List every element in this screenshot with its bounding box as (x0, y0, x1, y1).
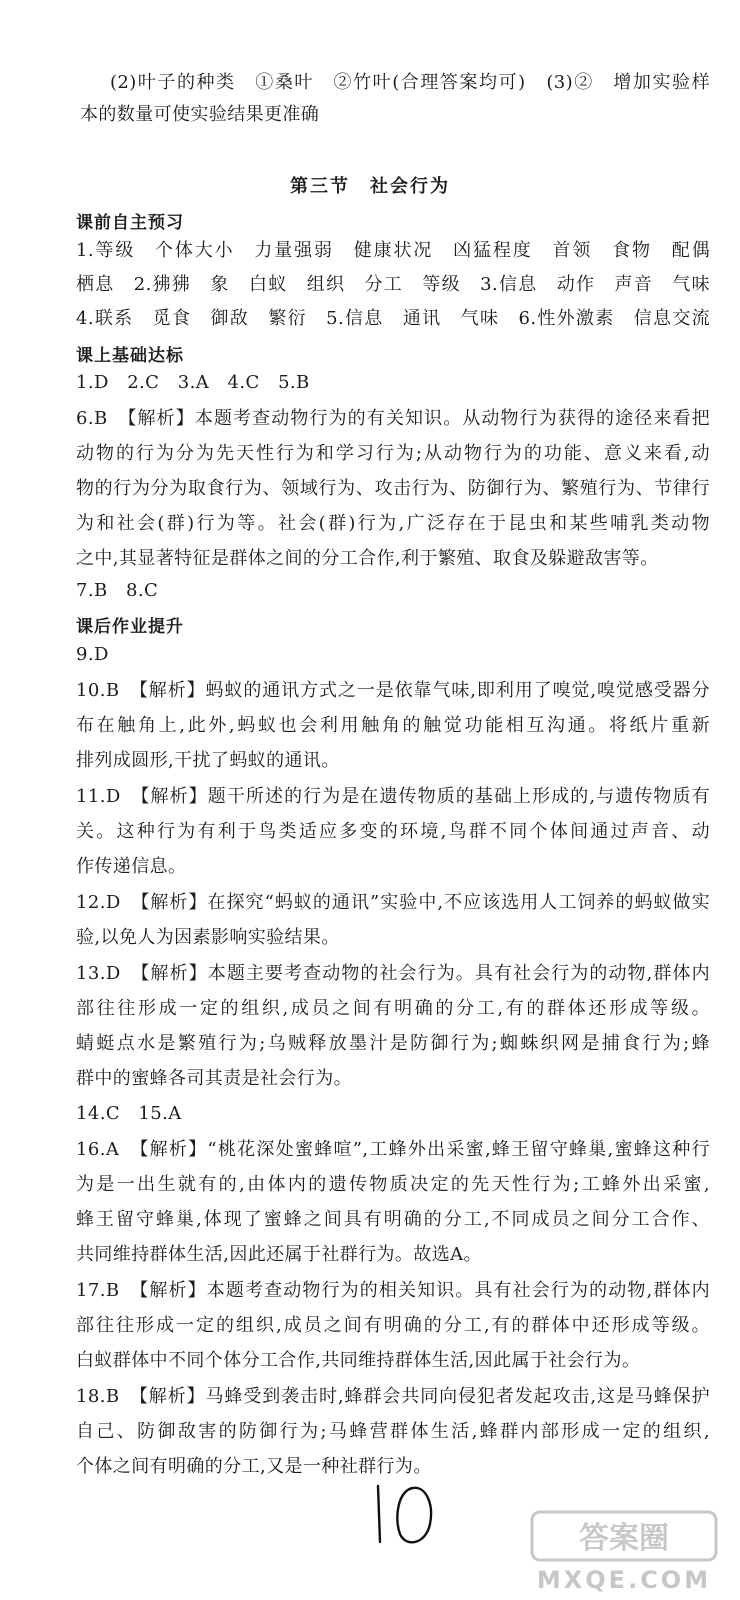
watermark-top-text: 答案圈 (579, 1521, 669, 1556)
answer-line: 自己、防御敌害的防御行为;马蜂营群体生活,蜂群内部形成一定的组织, (76, 1421, 710, 1442)
answer-line: 布在触角上,此外,蚂蚁也会利用触角的触觉功能相互沟通。将纸片重新 (76, 715, 710, 736)
answer-line: 白蚁群体中不同个体分工合作,共同维持群体生活,因此属于社会行为。 (76, 1350, 641, 1371)
watermark-bottom-text: MXQE.COM (536, 1566, 712, 1594)
answer-line: 为和社会(群)行为等。社会(群)行为,广泛存在于昆虫和某些哺乳类动物 (76, 513, 710, 534)
answer-line: 17.B 【解析】本题考查动物行为的相关知识。具有社会行为的动物,群体内 (76, 1280, 710, 1301)
answer-line: 关。这种行为有利于鸟类适应多变的环境,鸟群不同个体间通过声音、动 (76, 821, 710, 842)
answer-line: 14.C 15.A (76, 1103, 182, 1124)
section-heading-pre-class: 课前自主预习 (76, 213, 184, 233)
answer-line: 本的数量可使实验结果更准确 (80, 104, 320, 125)
answer-line: 群中的蜜蜂各司其责是社会行为。 (76, 1068, 352, 1089)
answer-line: 6.B 【解析】本题考查动物行为的有关知识。从动物行为获得的途径来看把 (76, 408, 710, 429)
answer-line: (2)叶子的种类 ①桑叶 ②竹叶(合理答案均可) (3)② 增加实验样 (110, 72, 710, 93)
answer-line: 共同维持群体生活,因此还属于社群行为。故选A。 (76, 1244, 482, 1265)
answer-line: 9.D (76, 644, 109, 665)
answer-line: 部往往形成一定的组织,成员之间有明确的分工,有的群体还形成等级。 (76, 998, 710, 1019)
section-heading-after-class: 课后作业提升 (76, 617, 184, 637)
answer-line: 1.D 2.C 3.A 4.C 5.B (76, 372, 310, 393)
answer-line: 物的行为分为取食行为、领域行为、攻击行为、防御行为、繁殖行为、节律行 (76, 478, 710, 499)
answer-line: 10.B 【解析】蚂蚁的通讯方式之一是依靠气味,即利用了嗅觉,嗅觉感受器分 (76, 680, 710, 701)
answer-line: 部往往形成一定的组织,成员之间有明确的分工,有的群体中还形成等级。 (76, 1315, 710, 1336)
answer-line: 排列成圆形,干扰了蚂蚁的通讯。 (76, 750, 340, 771)
answer-line: 16.A 【解析】“桃花深处蜜蜂喧”,工蜂外出采蜜,蜂王留守蜂巢,蜜蜂这种行 (76, 1139, 710, 1160)
answer-line: 验,以免人为因素影响实验结果。 (76, 927, 340, 948)
answer-line: 13.D 【解析】本题主要考查动物的社会行为。具有社会行为的动物,群体内 (76, 963, 710, 984)
answer-line: 1.等级 个体大小 力量强弱 健康状况 凶猛程度 首领 食物 配偶 (76, 240, 710, 261)
answer-line: 栖息 2.狒狒 象 白蚁 组织 分工 等级 3.信息 动作 声音 气味 (76, 274, 710, 295)
handwritten-page-number (368, 1478, 438, 1548)
answer-line: 11.D 【解析】题干所述的行为是在遗传物质的基础上形成的,与遗传物质有 (76, 786, 710, 807)
section-title: 第三节 社会行为 (290, 176, 450, 197)
answer-line: 之中,其显著特征是群体之间的分工合作,利于繁殖、取食及躲避敌害等。 (76, 548, 659, 569)
answer-line: 蜂王留守蜂巢,体现了蜜蜂之间具有明确的分工,不同成员之间分工合作、 (76, 1209, 710, 1230)
answer-line: 个体之间有明确的分工,又是一种社群行为。 (76, 1456, 432, 1477)
answer-line: 蜻蜓点水是繁殖行为;乌贼释放墨汁是防御行为;蜘蛛织网是捕食行为;蜂 (76, 1033, 710, 1054)
section-heading-in-class: 课上基础达标 (76, 346, 184, 366)
answer-line: 18.B 【解析】马蜂受到袭击时,蜂群会共同向侵犯者发起攻击,这是马蜂保护 (76, 1386, 710, 1407)
answer-line: 动物的行为分为先天性行为和学习行为;从动物行为的功能、意义来看,动 (76, 443, 710, 464)
answer-line: 作传递信息。 (76, 856, 187, 877)
answer-line: 4.联系 觅食 御敌 繁衍 5.信息 通讯 气味 6.性外激素 信息交流 (76, 308, 710, 329)
watermark-logo (514, 1506, 734, 1596)
answer-line: 12.D 【解析】在探究“蚂蚁的通讯”实验中,不应该选用人工饲养的蚂蚁做实 (76, 892, 710, 913)
answer-line: 7.B 8.C (76, 580, 159, 601)
answer-line: 为是一出生就有的,由体内的遗传物质决定的先天性行为;工蜂外出采蜜, (76, 1174, 710, 1195)
